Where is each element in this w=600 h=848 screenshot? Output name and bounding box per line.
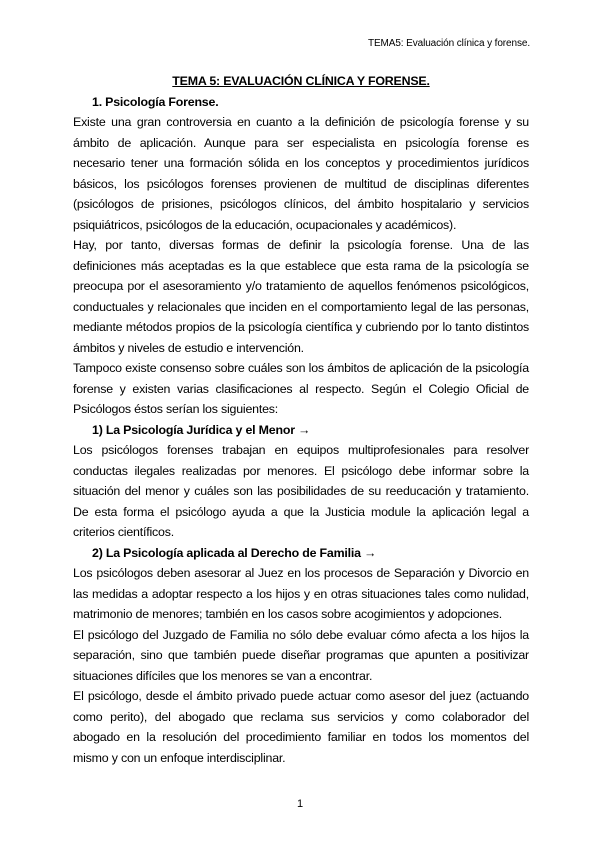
paragraph: Los psicólogos forenses trabajan en equipos multiprofesionales para resolver conductas ilegales realizadas por menores. El psicólogo debe informar sobre la situación del menor y cuáles son las posibilidades de su reeducación y tratamiento. De esta forma el psicólogo ayuda a que la Justicia module la aplicación legal a criterios científicos. xyxy=(73,443,529,539)
page-number: 1 xyxy=(296,798,304,810)
paragraph: Los psicólogos deben asesorar al Juez en los procesos de Separación y Divorcio en las medidas a adoptar respecto a los hijos y en otras situaciones tales como nulidad, matrimonio de menores; también en los casos sobre acogimientos y adopciones. xyxy=(73,566,529,621)
document-body xyxy=(73,71,529,768)
paragraph: El psicólogo, desde el ámbito privado puede actuar como asesor del juez (actuando como perito), del abogado que reclama sus servicios y como colaborador del abogado en la resolución del procedimiento familiar en todos los momentos del mismo y con un enfoque interdisciplinar. xyxy=(73,689,529,765)
section-heading-forensic-psychology: 1. Psicología Forense. xyxy=(92,94,219,109)
subsection-heading-juridica-menor: 1) La Psicología Jurídica y el Menor → xyxy=(92,422,311,437)
paragraph: Existe una gran controversia en cuanto a la definición de psicología forense y su ámbito de aplicación. Aunque para ser especialista en psicología forense es necesario tener una formación sólida en los conceptos y procedimientos jurídicos básicos, los psicólogos forenses provienen de multitud de disciplinas diferentes (psicólogos de prisiones, psicólogos clínicos, del ámbito hospitalario y servicios psiquiátricos, psicólogos de la educación, ocupacionales y académicos). xyxy=(73,115,529,232)
paragraph: El psicólogo del Juzgado de Familia no sólo debe evaluar cómo afecta a los hijos la separación, sino que también puede diseñar programas que apunten a positivizar situaciones difíciles que los menores se van a encontrar. xyxy=(73,627,529,683)
document-title: TEMA 5: EVALUACIÓN CLÍNICA Y FORENSE. xyxy=(172,74,430,88)
subsection-heading-derecho-familia: 2) La Psicología aplicada al Derecho de Familia → xyxy=(92,545,377,560)
running-header: TEMA5: Evaluación clínica y forense. xyxy=(367,38,530,49)
paragraph: Tampoco existe consenso sobre cuáles son los ámbitos de aplicación de la psicología forense y existen varias clasificaciones al respecto. Según el Colegio Oficial de Psicólogos éstos serían los siguientes: xyxy=(73,361,529,416)
paragraph: Hay, por tanto, diversas formas de definir la psicología forense. Una de las definiciones más aceptadas es la que establece que esta rama de la psicología se preocupa por el asesoramiento y/o tratamiento de aquellos fenómenos psicológicos, conductuales y relacionales que inciden en el comportamiento legal de las personas, mediante métodos propios de la psicología científica y cubriendo por lo tanto distintos ámbitos y niveles de estudio e intervención. xyxy=(73,238,529,355)
